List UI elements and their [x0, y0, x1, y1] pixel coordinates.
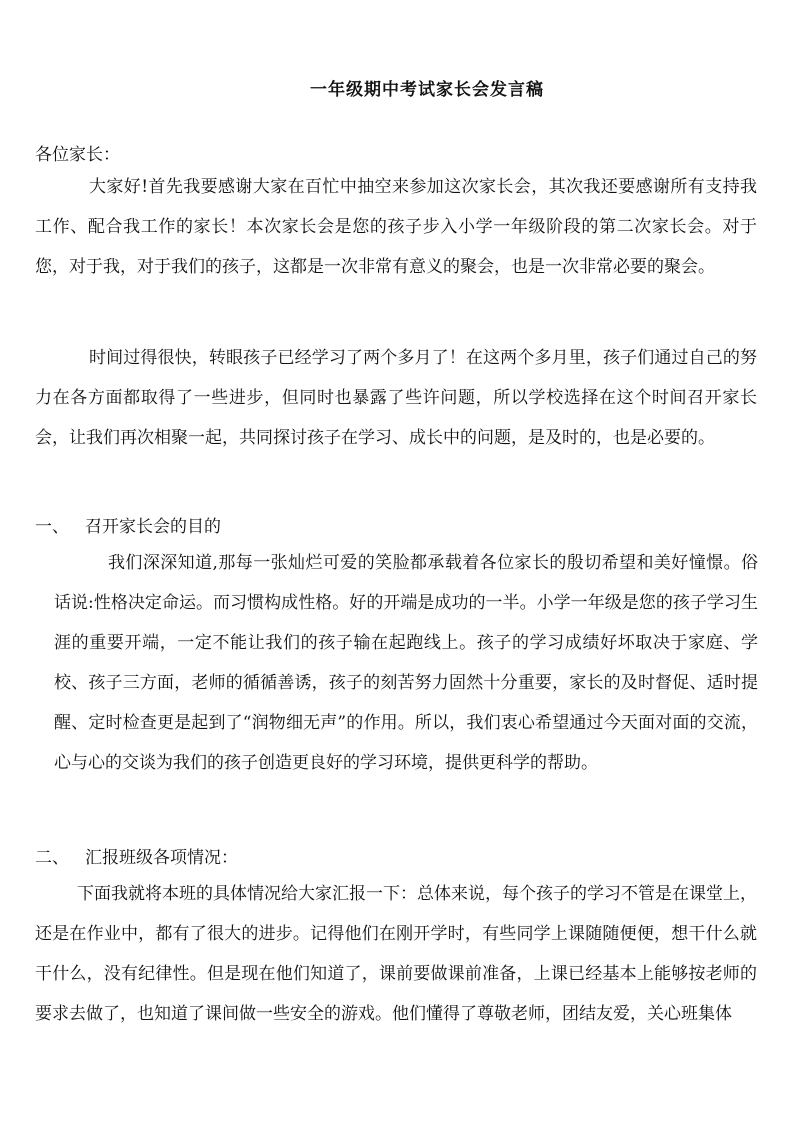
section-heading-report	[35, 843, 238, 868]
purpose-paragraph: 我们深深知道,那每一张灿烂可爱的笑脸都承载着各位家长的殷切希望和美好憧憬。俗话说:性格决定命运。而习惯构成性格。好的开端是成功的一半。小学一年级是您的孩子学习生涯的重要开端，一定不能让我们的孩子输在起跑线上。孩子的学习成绩好坏取决于家庭、学校、孩子三方面，老师的循循善诱，孩子的刻苦努力固然十分重要，家长的及时督促、适时提醒、定时检查更是起到了“润物细无声”的作用。所以，我们衷心希望通过今天面对面的交流，心与心的交谈为我们的孩子创造更良好的学习环境，提供更科学的帮助。	[54, 553, 758, 773]
document-title: 一年级期中考试家长会发言稿	[310, 80, 544, 100]
section-number: 二、	[35, 848, 69, 868]
section-title: 召开家长会的目的	[85, 517, 221, 537]
section-number: 一、	[35, 517, 69, 537]
section-heading-purpose	[35, 512, 221, 537]
intro-paragraph: 大家好!首先我要感谢大家在百忙中抽空来参加这次家长会，其次我还要感谢所有支持我工作、配合我工作的家长！本次家长会是您的孩子步入小学一年级阶段的第二次家长会。对于您，对于我，对于我们的孩子，这都是一次非常有意义的聚会，也是一次非常必要的聚会。	[35, 177, 757, 277]
section-title: 汇报班级各项情况：	[85, 848, 238, 868]
time-paragraph: 时间过得很快，转眼孩子已经学习了两个多月了！在这两个多月里，孩子们通过自己的努力在各方面都取得了一些进步，但同时也暴露了些许问题，所以学校选择在这个时间召开家长会，让我们再次相聚一起，共同探讨孩子在学习、成长中的问题，是及时的，也是必要的。	[35, 348, 757, 448]
salutation: 各位家长：	[35, 145, 120, 165]
report-paragraph: 下面我就将本班的具体情况给大家汇报一下：总体来说，每个孩子的学习不管是在课堂上，还是在作业中，都有了很大的进步。记得他们在刚开学时，有些同学上课随随便便，想干什么就干什么，没有纪律性。但是现在他们知道了，课前要做课前准备，上课已经基本上能够按老师的要求去做了，也知道了课间做一些安全的游戏。他们懂得了尊敬老师，团结友爱，关心班集体	[35, 884, 757, 1024]
